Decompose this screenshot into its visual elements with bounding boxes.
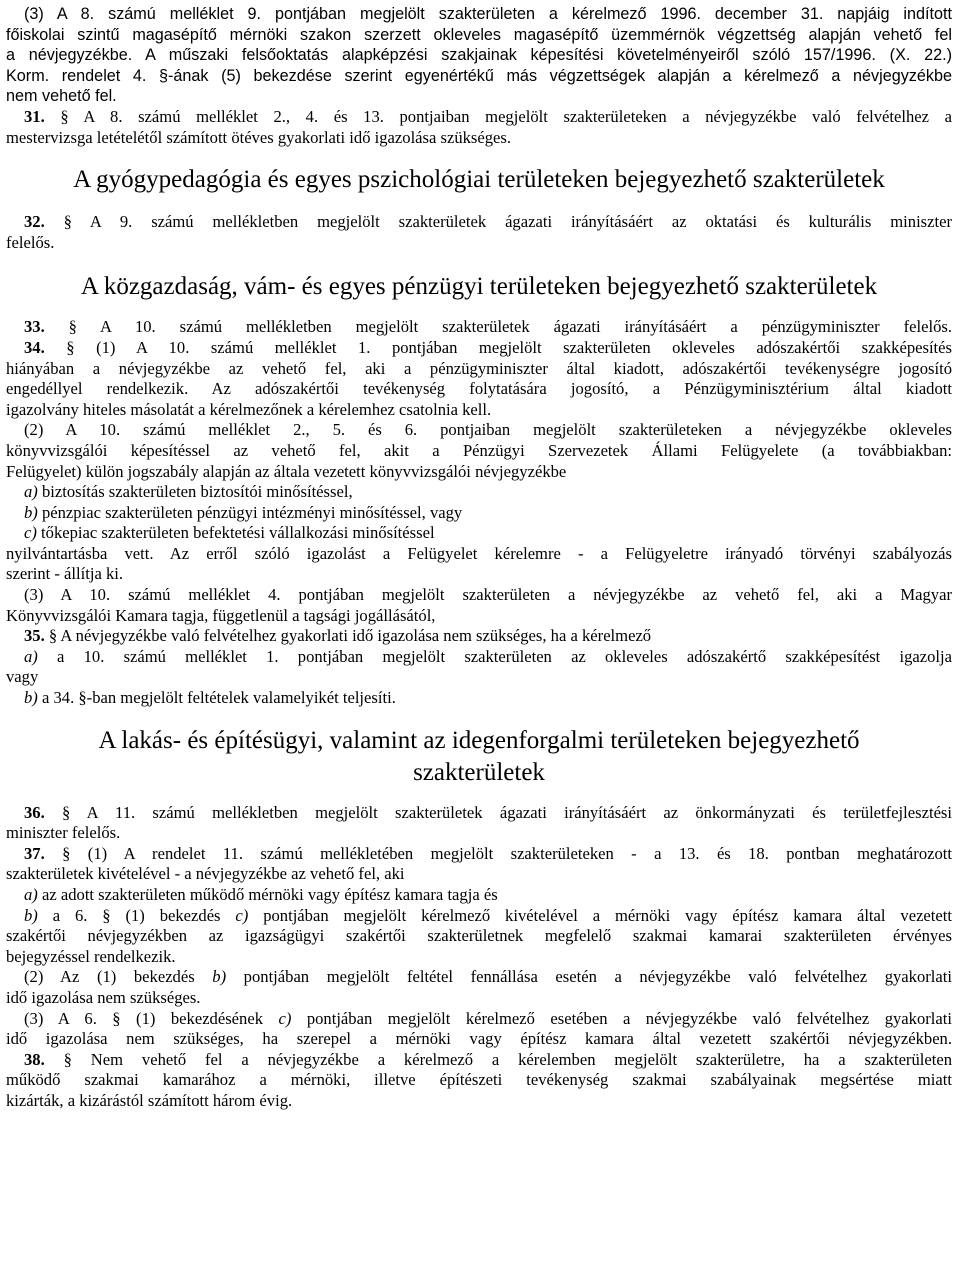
- text-line: [6, 844, 952, 865]
- text-run: szakterületek kivételével - a névjegyzékbe az vehető fel, aki: [6, 864, 405, 884]
- text-line: [6, 107, 952, 128]
- text-line: [6, 988, 952, 1009]
- section-heading: [6, 757, 952, 789]
- text-run: a 10. számú melléklet 1. pontjában megjelölt szakterületen az okleveles adószakértő szakképesítést igazolja: [37, 646, 952, 666]
- text-line: [6, 544, 952, 565]
- text-run: szerint - állítja ki.: [6, 564, 124, 584]
- item-letter: b): [24, 905, 38, 925]
- text-line: [6, 564, 952, 585]
- text-run: kizárták, a kizárástól számított három évig.: [6, 1090, 293, 1110]
- text-line: [6, 1070, 952, 1091]
- text-run: § A 8. számú melléklet 2., 4. és 13. pontjaiban megjelölt szakterületeken a névjegyzékbe való felvételhez a: [44, 106, 952, 126]
- text-line: [6, 1029, 952, 1050]
- text-run: A lakás- és építésügyi, valamint az idegenforgalmi területeken bejegyezhető: [98, 726, 860, 754]
- text-run: § A 9. számú mellékletben megjelölt szakterületek ágazati irányításáért az oktatási és kulturális miniszter: [44, 212, 952, 232]
- text-line: [6, 4, 952, 25]
- section-number: 31.: [24, 106, 45, 126]
- text-run: § A 10. számú mellékletben megjelölt szakterületek ágazati irányításáért a pénzügyminiszter felelős.: [44, 317, 952, 337]
- section-number: 37.: [24, 843, 45, 863]
- text-line: [6, 317, 952, 338]
- text-line: [6, 885, 952, 906]
- text-line: [6, 503, 952, 524]
- text-run: § A névjegyzékbe való felvételhez gyakorlati idő igazolása nem szükséges, ha a kérelmező: [44, 626, 652, 646]
- item-letter: b): [24, 502, 38, 522]
- text-line: [6, 647, 952, 668]
- text-run: vagy: [6, 667, 39, 687]
- text-line: [6, 1050, 952, 1071]
- text-line: [6, 926, 952, 947]
- section-number: 38.: [24, 1049, 45, 1069]
- spacer: [6, 196, 952, 212]
- text-line: [6, 45, 952, 66]
- text-line: [6, 482, 952, 503]
- item-letter: b): [212, 967, 227, 987]
- text-run: nyilvántartásba vett. Az erről szóló igazolást a Felügyelet kérelemre - a Felügyeletre irányadó törvényi szabályozás: [6, 543, 952, 563]
- text-run: pontjában megjelölt feltétel fennállása esetén a névjegyzékbe való felvételhez gyakorlati: [226, 967, 952, 987]
- text-run: felelős.: [6, 232, 55, 252]
- text-run: (2) Az (1) bekezdés: [24, 967, 213, 987]
- text-run: szakértői névjegyzékben az igazságügyi szakértői szakterületnek megfelelő szakmai kamarai szakterületen érvényes: [6, 926, 952, 946]
- text-run: idő igazolása nem szükséges.: [6, 987, 201, 1007]
- text-line: [6, 441, 952, 462]
- section-number: 33.: [24, 317, 45, 337]
- text-run: pénzpiac szakterületen pénzügyi intézményi minősítéssel, vagy: [37, 502, 463, 522]
- text-line: [6, 585, 952, 606]
- text-line: [6, 25, 952, 46]
- section-number: 35.: [24, 626, 45, 646]
- text-line: [6, 947, 952, 968]
- item-letter: a): [24, 482, 38, 502]
- text-run: Felügyelet) külön jogszabály alapján az általa vezetett könyvvizsgálói névjegyzékbe: [6, 461, 567, 481]
- text-run: az adott szakterületen működő mérnöki vagy építész kamara tagja és: [37, 885, 498, 904]
- text-run: miniszter felelős.: [6, 823, 121, 843]
- text-run: könyvvizsgálói képesítéssel az vehető fel, akit a Pénzügyi Szervezetek Állami Felügyelete (a továbbiakban:: [6, 440, 952, 460]
- text-run: a névjegyzékbe. A műszaki felsőoktatás alapképzési szakjainak képesítési követelményeiről szóló 157/1996. (X. 22.): [6, 46, 952, 65]
- spacer: [6, 789, 952, 803]
- text-run: Korm. rendelet 4. §-ának (5) bekezdése szerint egyenértékű más végzettségek alapján a kérelmező a névjegyzékbe: [6, 66, 952, 85]
- text-line: [6, 906, 952, 927]
- text-line: [6, 128, 952, 149]
- item-letter: b): [24, 688, 38, 708]
- text-line: [6, 1091, 952, 1112]
- item-letter: c): [24, 523, 37, 543]
- text-line: [6, 803, 952, 824]
- text-run: nem vehető fel.: [6, 87, 117, 106]
- text-line: [6, 523, 952, 544]
- text-line: [6, 823, 952, 844]
- text-run: Könyvvizsgálói Kamara tagja, függetlenül a tagsági jogállásától,: [6, 605, 436, 625]
- text-run: (3) A 8. számú melléklet 9. pontjában megjelölt szakterületen a kérelmező 1996. december 31. napjáig indított: [24, 5, 952, 23]
- text-line: [6, 338, 952, 359]
- text-run: működő szakmai kamarához a mérnöki, illetve építészeti tevékenység szakmai szabályainak megsértése miatt: [6, 1070, 952, 1090]
- item-letter: c): [278, 1008, 292, 1028]
- text-run: § (1) A 10. számú melléklet 1. pontjában megjelölt szakterületen okleveles adószakértői szakképesítés: [44, 337, 952, 357]
- section-number: 34.: [24, 337, 45, 357]
- text-run: főiskolai szintű magasépítő mérnöki szakon szerzett okleveles magasépítő üzemmérnök végzettség alapján vehető fel: [6, 25, 952, 44]
- section-heading: [6, 271, 952, 303]
- text-run: szakterületek: [413, 758, 545, 786]
- section-number: 32.: [24, 212, 45, 232]
- spacer: [6, 303, 952, 317]
- text-line: [6, 86, 952, 107]
- section-heading: [6, 725, 952, 757]
- text-line: [6, 66, 952, 87]
- text-line: [6, 359, 952, 380]
- text-run: pontjában megjelölt kérelmező kivételével a mérnöki vagy építész kamara által vezetett: [248, 905, 952, 925]
- text-line: [6, 864, 952, 885]
- text-run: mestervizsga letételétől számított ötéves gyakorlati idő igazolása szükséges.: [6, 127, 512, 147]
- text-run: A közgazdaság, vám- és egyes pénzügyi területeken bejegyezhető szakterületek: [80, 273, 878, 301]
- text-run: (2) A 10. számú melléklet 2., 5. és 6. pontjaiban megjelölt szakterületeken a névjegyzékbe okleveles: [24, 420, 952, 440]
- section-heading: [6, 164, 952, 196]
- text-line: [6, 400, 952, 421]
- text-run: a 34. §-ban megjelölt feltételek valamelyikét teljesíti.: [37, 688, 396, 708]
- spacer: [6, 253, 952, 271]
- text-run: hiányában a névjegyzékbe az vehető fel, aki a pénzügyminiszter által kiadott, adószakértői tevékenységre jogosító: [6, 358, 952, 378]
- item-letter: a): [24, 885, 38, 904]
- text-run: § (1) A rendelet 11. számú mellékletében megjelölt szakterületeken - a 13. és 18. pontban meghatározott: [44, 843, 952, 863]
- text-run: § A 11. számú mellékletben megjelölt szakterületek ágazati irányításáért az önkormányzati és területfejlesztési: [44, 802, 952, 822]
- text-line: [6, 688, 952, 709]
- text-line: [6, 1009, 952, 1030]
- text-line: [6, 462, 952, 483]
- text-run: A gyógypedagógia és egyes pszichológiai területeken bejegyezhető szakterületek: [73, 166, 885, 194]
- text-run: igazolvány hiteles másolatát a kérelmezőnek a kérelemhez csatolnia kell.: [6, 399, 492, 419]
- item-letter: a): [24, 646, 38, 666]
- text-line: [6, 379, 952, 400]
- text-run: idő igazolása nem szükséges, ha szerepel a mérnöki vagy építész kamara által vezetett szakértői névjegyzékben.: [6, 1029, 952, 1049]
- text-run: (3) A 10. számú melléklet 4. pontjában megjelölt szakterületen a névjegyzékbe az vehető fel, aki a Magyar: [24, 585, 952, 605]
- text-run: (3) A 6. § (1) bekezdésének: [24, 1008, 279, 1028]
- text-run: bejegyzéssel rendelkezik.: [6, 946, 176, 966]
- text-line: [6, 233, 952, 254]
- text-line: [6, 212, 952, 233]
- text-line: [6, 667, 952, 688]
- item-letter: c): [235, 905, 249, 925]
- text-line: [6, 626, 952, 647]
- text-run: biztosítás szakterületen biztosítói minősítéssel,: [37, 482, 353, 502]
- text-run: a 6. § (1) bekezdés: [37, 905, 236, 925]
- spacer: [6, 709, 952, 725]
- text-run: pontjában megjelölt kérelmező esetében a névjegyzékbe való felvételhez gyakorlati: [291, 1008, 952, 1028]
- text-run: engedéllyel rendelkezik. Az adószakértői tevékenység folytatására jogosító, a Pénzügyminisztérium által kiadott: [6, 379, 952, 399]
- text-line: [6, 967, 952, 988]
- text-line: [6, 606, 952, 627]
- text-run: § Nem vehető fel a névjegyzékbe a kérelmező a kérelemben megjelölt szakterületre, ha a szakterületen: [44, 1049, 952, 1069]
- spacer: [6, 148, 952, 164]
- text-run: tőkepiac szakterületen befektetési vállalkozási minősítéssel: [36, 523, 435, 543]
- section-number: 36.: [24, 802, 45, 822]
- text-line: [6, 420, 952, 441]
